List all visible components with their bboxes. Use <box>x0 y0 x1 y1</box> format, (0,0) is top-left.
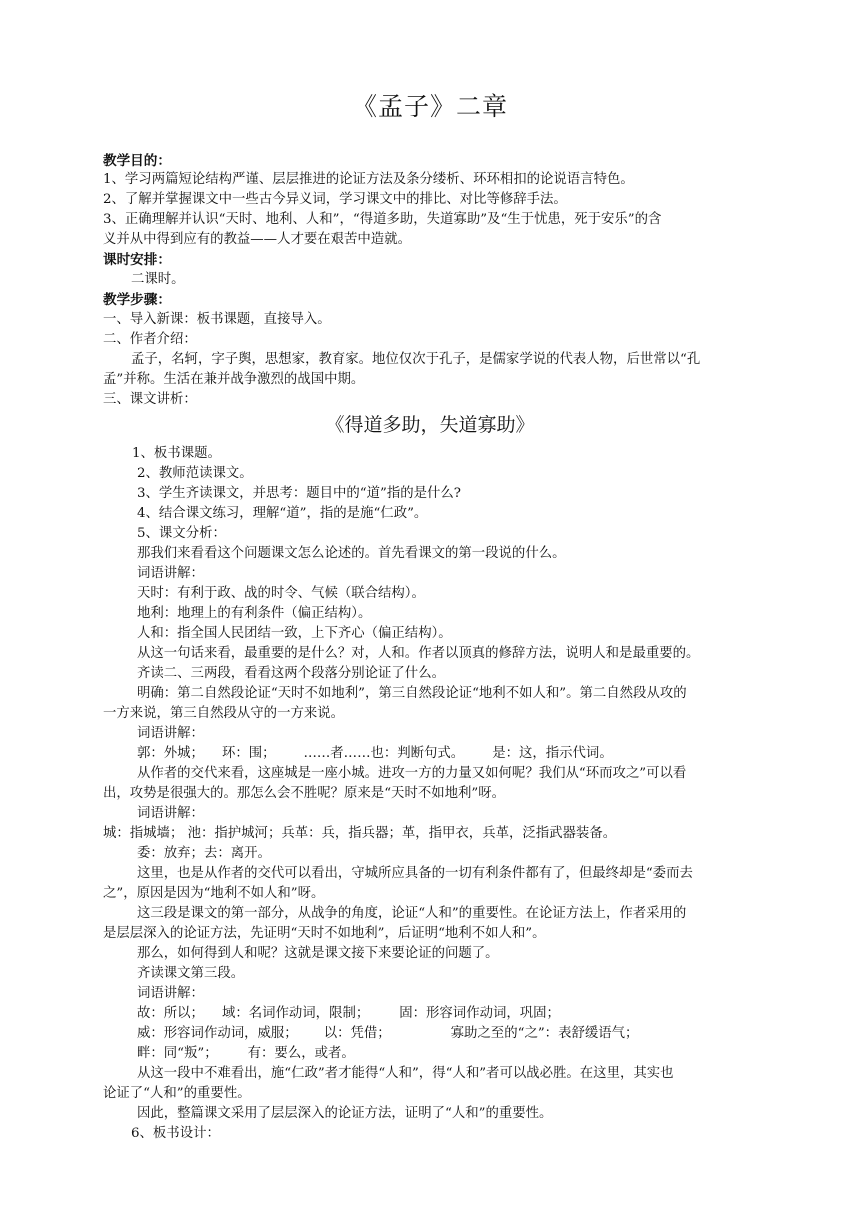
body-line: 词语讲解： <box>137 806 204 821</box>
body-line-glossary <box>137 1004 560 1024</box>
body-line: 词语讲解： <box>137 986 204 1001</box>
body-line: 因此，整篇课文采用了层层深入的论证方法，证明了“人和”的重要性。 <box>137 1106 553 1121</box>
body-line: 2、教师范读课文。 <box>137 466 253 481</box>
steps-heading: 教学步骤： <box>103 292 171 308</box>
objective-item-2: 2、了解并掌握课文中一些古今异义词，学习课文中的排比、对比等修辞手法。 <box>103 192 567 207</box>
body-line: 这里，也是从作者的交代可以看出，守城所应具备的一切有利条件都有了，但最终却是“委而去 <box>137 866 693 881</box>
body-line: 论证了“人和”的重要性。 <box>103 1086 251 1101</box>
body-line: 一方来说，第三自然段从守的一方来说。 <box>103 706 345 721</box>
objectives-heading: 教学目的： <box>103 153 171 169</box>
glossary-term: 故：所以； <box>137 1006 204 1021</box>
section-title: 《得道多助，失道寡助》 <box>325 414 535 436</box>
body-line: 明确：第二自然段论证“天时不如地利”，第三自然段论证“地利不如人和”。第二自然段从攻的 <box>137 686 687 701</box>
body-line: 从这一句话来看，最重要的是什么？对，人和。作者以顶真的修辞方法，说明人和是最重要的。 <box>137 646 700 661</box>
body-line: 6、板书设计： <box>131 1126 220 1141</box>
objective-item-1: 1、学习两篇短论结构严谨、层层推进的论证方法及条分缕析、环环相扣的论说语言特色。 <box>103 172 634 187</box>
author-paragraph-line-1: 孟子，名轲，字子舆，思想家，教育家。地位仅次于孔子，是儒家学说的代表人物，后世常以“孔 <box>131 352 701 367</box>
body-line: 从作者的交代来看，这座城是一座小城。进攻一方的力量又如何呢？我们从“环而攻之”可以看 <box>137 766 687 781</box>
body-line: 1、板书课题。 <box>132 446 221 461</box>
body-line: 5、课文分析： <box>137 526 226 541</box>
glossary-term: 环：围； <box>221 746 276 761</box>
body-line: 这三段是课文的第一部分，从战争的角度，论证“人和”的重要性。在论证方法上，作者采用的 <box>137 906 687 921</box>
glossary-term: 有：要么，或者。 <box>247 1046 355 1061</box>
body-line-glossary <box>137 744 613 764</box>
body-line-glossary <box>137 1044 355 1064</box>
body-line: 人和：指全国人民团结一致，上下齐心（偏正结构）。 <box>137 626 452 641</box>
body-line: 3、学生齐读课文，并思考：题目中的“道”指的是什么? <box>137 486 461 501</box>
body-line: 出，攻势是很强大的。那怎么会不胜呢？原来是“天时不如地利”呀。 <box>103 786 506 801</box>
body-line-glossary <box>137 1024 638 1044</box>
body-line: 天时：有利于政、战的时令、气候（联合结构）。 <box>137 586 425 601</box>
glossary-term: 威：形容词作动词，威服； <box>137 1026 298 1041</box>
body-line: 城：指城墙； 池：指护城河；兵革：兵，指兵器；革，指甲衣，兵革，泛指武器装备。 <box>103 826 617 841</box>
glossary-term: 畔：同“叛”； <box>137 1046 218 1061</box>
body-line: 齐读二、三两段，看看这两个段落分别论证了什么。 <box>137 666 445 681</box>
step-text-analysis-heading: 三、课文讲析： <box>103 392 197 407</box>
glossary-term: 郭：外城； <box>137 746 204 761</box>
body-line: 那我们来看看这个问题课文怎么论述的。首先看课文的第一段说的什么。 <box>137 546 566 561</box>
step-intro: 一、导入新课：板书课题，直接导入。 <box>103 312 331 327</box>
glossary-term: 固：形容词作动词，巩固； <box>399 1006 560 1021</box>
document-title: 《孟子》二章 <box>351 92 508 121</box>
body-line: 4、结合课文练习，理解“道”，指的是施“仁政”。 <box>137 506 428 521</box>
body-line: 那么，如何得到人和呢？这就是课文接下来要论证的问题了。 <box>137 946 499 961</box>
body-line: 词语讲解： <box>137 726 204 741</box>
objective-item-3: 3、正确理解并认识“天时、地利、人和”，“得道多助，失道寡助”及“生于忧患，死于安乐”的含 <box>103 212 662 227</box>
glossary-term: ……者……也：判断句式。 <box>303 746 465 761</box>
glossary-term: 域：名词作动词，限制； <box>221 1006 370 1021</box>
body-line: 地利：地理上的有利条件（偏正结构）。 <box>137 606 372 621</box>
body-line: 委：放弃；去：离开。 <box>137 846 271 861</box>
glossary-term: 寡助之至的“之”：表舒缓语气； <box>450 1026 639 1041</box>
glossary-term: 以：凭借； <box>323 1026 391 1041</box>
body-line: 从这一段中不难看出，施“仁政”者才能得“人和”，得“人和”者可以战必胜。在这里，其实也 <box>137 1066 674 1081</box>
glossary-term: 是：这，指示代词。 <box>492 746 613 761</box>
body-line: 齐读课文第三段。 <box>137 966 245 981</box>
schedule-heading: 课时安排： <box>103 252 171 268</box>
schedule-text: 二课时。 <box>131 272 185 287</box>
body-line: 词语讲解： <box>137 566 204 581</box>
step-author-heading: 二、作者介绍： <box>103 332 197 347</box>
author-paragraph-line-2: 孟”并称。生活在兼并战争激烈的战国中期。 <box>103 372 365 387</box>
objective-item-3-continued: 义并从中得到应有的教益——人才要在艰苦中造就。 <box>103 232 411 247</box>
body-line: 之”，原因是因为“地利不如人和”呀。 <box>103 886 325 901</box>
body-line: 是层层深入的论证方法，先证明“天时不如地利”，后证明“地利不如人和”。 <box>103 926 546 941</box>
